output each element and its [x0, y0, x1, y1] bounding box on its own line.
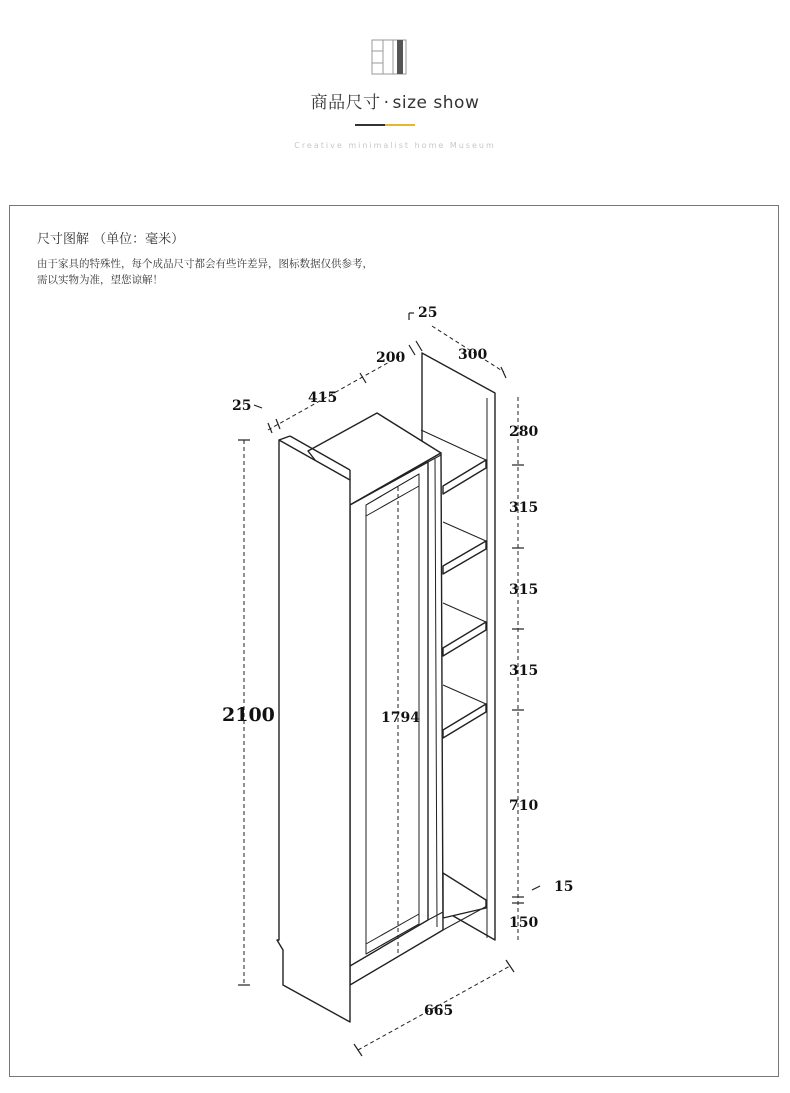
dim-width-mid: 200: [376, 350, 406, 366]
dim-top-right-panel: 25: [418, 305, 438, 321]
disclaimer-note: 由于家具的特殊性，每个成品尺寸都会有些许差异，图标数据仅供参考，需以实物为准，望您谅解！: [37, 258, 373, 286]
dim-top-left-panel: 25: [232, 398, 252, 414]
cabinet-drawing: [277, 353, 495, 1022]
title-separator: ·: [383, 93, 390, 113]
section-title-en: size show: [392, 93, 480, 113]
panel-title: 尺寸图解 （单位：毫米）: [37, 232, 185, 247]
dim-shelf-2: 315: [509, 500, 539, 516]
dim-door-height: 1794: [381, 710, 420, 726]
dim-width-left: 415: [308, 390, 338, 406]
tagline: Creative minimalist home Museum: [294, 141, 496, 150]
dim-bottom-panel: 15: [554, 879, 574, 895]
dim-shelf-5: 710: [509, 798, 539, 814]
dim-shelf-3: 315: [509, 582, 539, 598]
dim-total-height: 2100: [222, 704, 275, 726]
dim-depth: 300: [458, 347, 488, 363]
dim-shelf-1: 280: [509, 424, 539, 440]
dim-total-width: 665: [424, 1003, 454, 1019]
dim-base: 150: [509, 915, 539, 931]
dim-shelf-4: 315: [509, 663, 539, 679]
section-title-cn: 商品尺寸: [310, 93, 381, 113]
